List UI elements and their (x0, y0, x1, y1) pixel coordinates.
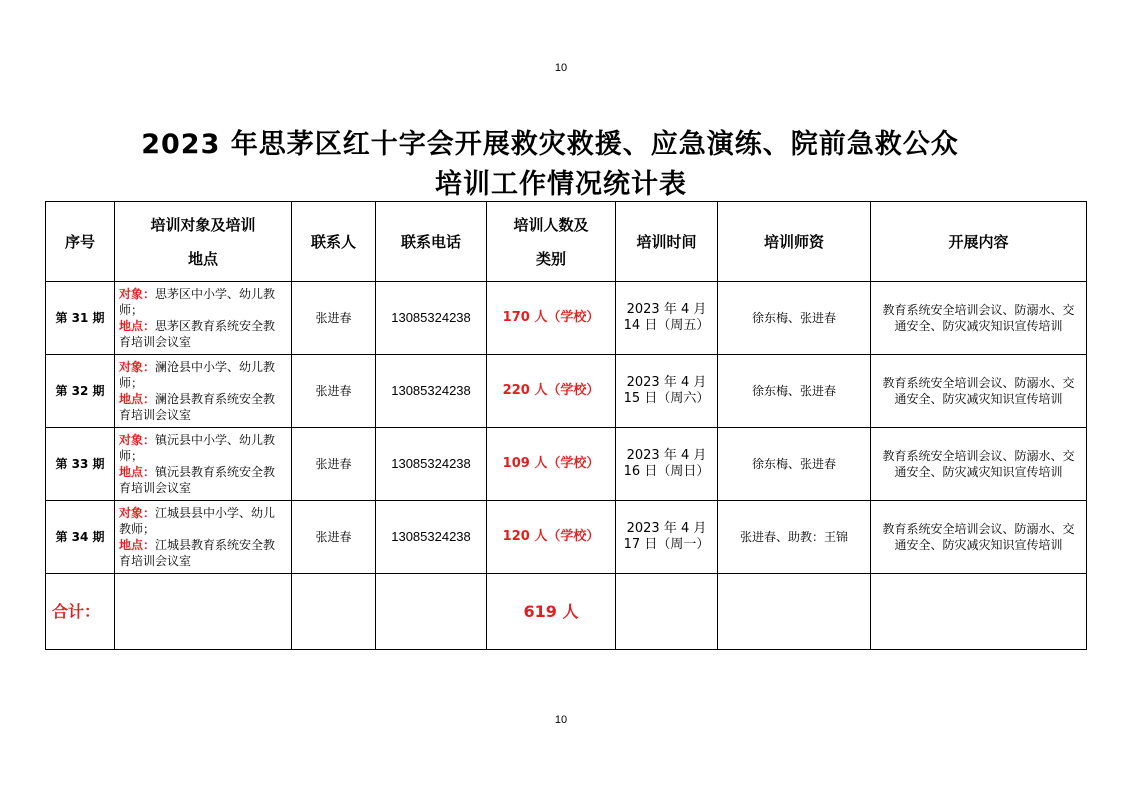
table-row (46, 355, 1087, 428)
target-text: 思茅区中小学、幼儿教师； (119, 287, 276, 317)
row-teachers: 徐东梅、张进春 (718, 282, 871, 355)
row-seq: 第 33 期 (46, 428, 115, 501)
header-target-line2: 地点 (187, 249, 218, 268)
header-target (115, 202, 292, 282)
header-phone: 联系电话 (376, 202, 487, 282)
row-time: 2023 年 4 月 14 日（周五） (616, 282, 718, 355)
table-row (46, 428, 1087, 501)
place-text: 镇沅县教育系统安全教育培训会议室 (119, 465, 276, 495)
total-count: 619 人 (487, 574, 616, 650)
header-content: 开展内容 (871, 202, 1087, 282)
place-label: 地点： (119, 319, 156, 333)
total-empty-cell (718, 574, 871, 650)
target-text: 江城县县中小学、幼儿教师； (119, 506, 276, 536)
total-empty-cell (292, 574, 376, 650)
row-teachers: 徐东梅、张进春 (718, 355, 871, 428)
row-target-place (115, 428, 292, 501)
total-empty-cell (376, 574, 487, 650)
target-label: 对象： (119, 506, 156, 520)
row-time: 2023 年 4 月 15 日（周六） (616, 355, 718, 428)
document-title-line1: 2023 年思茅区红十字会开展救灾救援、应急演练、院前急救公众 (141, 129, 959, 160)
row-phone: 13085324238 (376, 282, 487, 355)
total-row (46, 574, 1087, 650)
place-text: 思茅区教育系统安全教育培训会议室 (119, 319, 276, 349)
row-count: 109 人（学校） (487, 428, 616, 501)
row-seq: 第 34 期 (46, 501, 115, 574)
row-content: 教育系统安全培训会议、防溺水、交通安全、防灾减灾知识宣传培训 (871, 355, 1087, 428)
target-label: 对象： (119, 433, 156, 447)
total-empty-cell (616, 574, 718, 650)
total-empty-cell (871, 574, 1087, 650)
row-count: 220 人（学校） (487, 355, 616, 428)
table-row (46, 282, 1087, 355)
row-target-place (115, 501, 292, 574)
row-contact: 张进春 (292, 355, 376, 428)
header-contact: 联系人 (292, 202, 376, 282)
document-title-line2: 培训工作情况统计表 (435, 169, 687, 200)
header-count-line2: 类别 (535, 249, 566, 268)
row-seq: 第 31 期 (46, 282, 115, 355)
target-text: 澜沧县中小学、幼儿教师； (119, 360, 276, 390)
target-label: 对象： (119, 287, 156, 301)
row-content: 教育系统安全培训会议、防溺水、交通安全、防灾减灾知识宣传培训 (871, 501, 1087, 574)
row-target-place (115, 282, 292, 355)
place-text: 澜沧县教育系统安全教育培训会议室 (119, 392, 276, 422)
place-label: 地点： (119, 465, 156, 479)
training-statistics-table (45, 201, 1087, 650)
header-count (487, 202, 616, 282)
row-time: 2023 年 4 月 16 日（周日） (616, 428, 718, 501)
place-label: 地点： (119, 538, 156, 552)
row-contact: 张进春 (292, 428, 376, 501)
row-target-place (115, 355, 292, 428)
table-header-row (46, 202, 1087, 282)
row-phone: 13085324238 (376, 355, 487, 428)
row-phone: 13085324238 (376, 428, 487, 501)
row-teachers: 徐东梅、张进春 (718, 428, 871, 501)
table-row (46, 501, 1087, 574)
row-contact: 张进春 (292, 282, 376, 355)
header-seq: 序号 (46, 202, 115, 282)
row-count: 170 人（学校） (487, 282, 616, 355)
row-seq: 第 32 期 (46, 355, 115, 428)
header-count-line1: 培训人数及 (513, 215, 589, 234)
row-content: 教育系统安全培训会议、防溺水、交通安全、防灾减灾知识宣传培训 (871, 282, 1087, 355)
target-text: 镇沅县中小学、幼儿教师； (119, 433, 276, 463)
total-empty-cell (115, 574, 292, 650)
page-number-top: 10 (554, 62, 568, 74)
page-number-bottom: 10 (554, 714, 568, 726)
place-label: 地点： (119, 392, 156, 406)
row-phone: 13085324238 (376, 501, 487, 574)
place-text: 江城县教育系统安全教育培训会议室 (119, 538, 276, 568)
row-contact: 张进春 (292, 501, 376, 574)
row-count: 120 人（学校） (487, 501, 616, 574)
header-time: 培训时间 (616, 202, 718, 282)
row-teachers: 张进春、助教：王锦 (718, 501, 871, 574)
target-label: 对象： (119, 360, 156, 374)
header-target-line1: 培训对象及培训 (150, 215, 256, 234)
total-label: 合计： (46, 574, 115, 650)
row-content: 教育系统安全培训会议、防溺水、交通安全、防灾减灾知识宣传培训 (871, 428, 1087, 501)
header-teachers: 培训师资 (718, 202, 871, 282)
row-time: 2023 年 4 月 17 日（周一） (616, 501, 718, 574)
